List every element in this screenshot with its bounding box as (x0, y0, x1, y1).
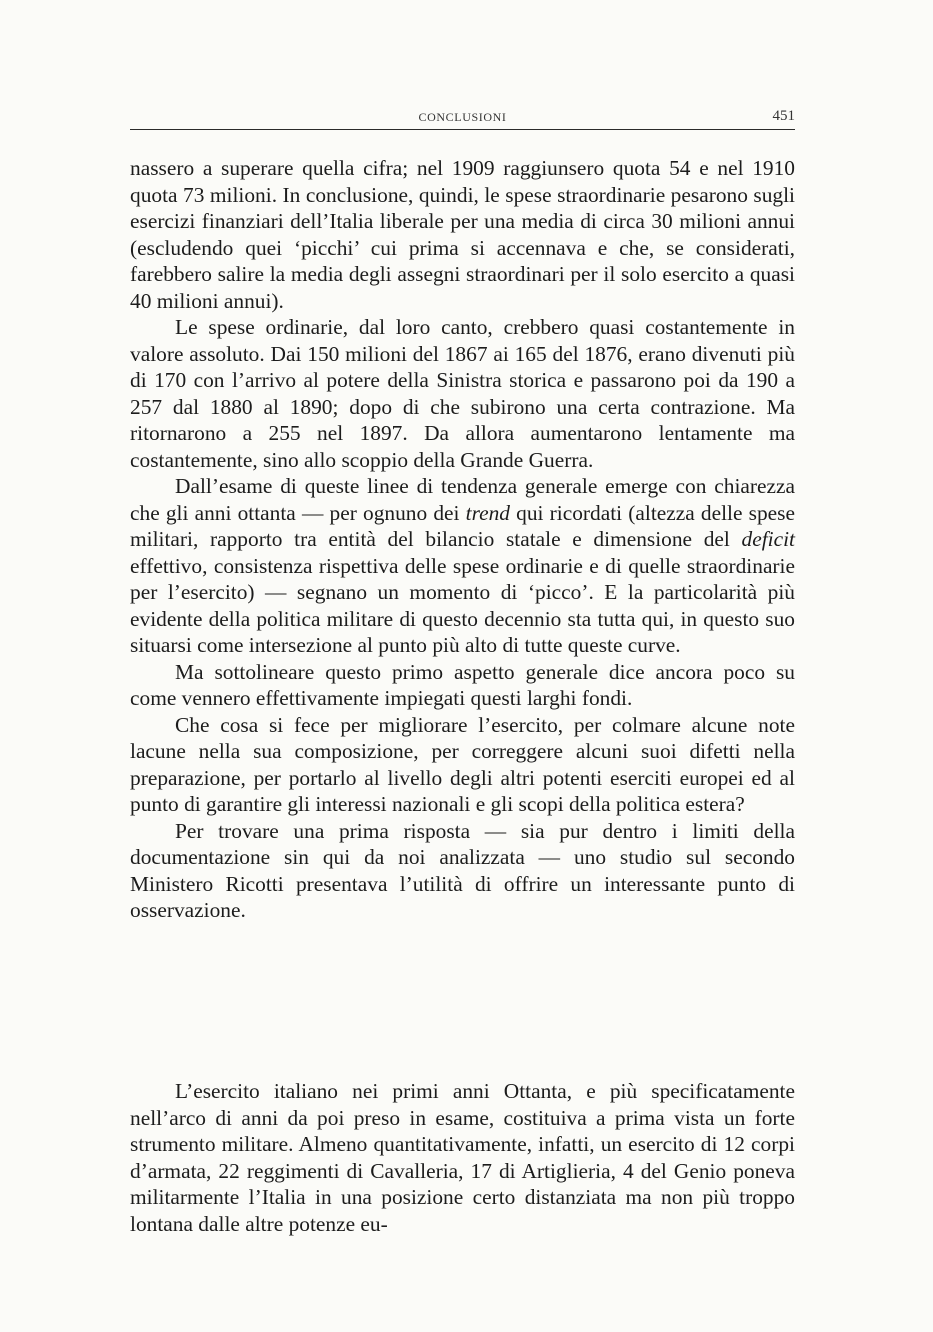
paragraph-3 (130, 473, 795, 659)
text-block-conclusions (130, 155, 795, 924)
paragraph-3-part-2: qui ricordati (altezza delle spese militari, rapporto tra entità del bilancio statale e dimensione del (130, 500, 795, 551)
paragraph-5: Che cosa si fece per migliorare l’esercito, per colmare alcune note lacune nella sua composizione, per correggere alcuni suoi difetti nella preparazione, per portarlo al livello degli altri potenti eserciti europei ed al punto di garantire gli interessi nazionali e gli scopi della politica estera? (130, 712, 795, 816)
paragraph-2: Le spese ordinarie, dal loro canto, crebbero quasi costantemente in valore assoluto. Dai 150 milioni del 1867 ai 165 del 1876, erano divenuti più di 170 con l’arrivo al potere della Sinistra storica e passarono poi da 190 a 257 dal 1880 al 1890; dopo di che subirono una certa contrazione. Ma ritornarono a 255 nel 1897. Da allora aumentarono lentamente ma costantemente, sino allo scoppio della Grande Guerra. (130, 315, 795, 472)
text-block-section-2 (130, 1078, 795, 1237)
running-title: CONCLUSIONI (418, 110, 507, 124)
paragraph-1: nassero a superare quella cifra; nel 1909 raggiunsero quota 54 e nel 1910 quota 73 milioni. In conclusione, quindi, le spese straordinarie pesarono sugli esercizi finanziari dell’Italia liberale per una media di circa 30 milioni annui (escludendo quei ‘picchi’ cui prima si accennava e che, se considerati, farebbero salire la media degli assegni straordinari per il solo esercito a quasi 40 milioni annui). (130, 156, 795, 313)
paragraph-3-part-1: Dall’esame di queste linee di tendenza generale emerge con chiarezza che gli anni ottanta — per ognuno dei (130, 474, 795, 525)
paragraph-7: L’esercito italiano nei primi anni Ottanta, e più specificatamente nell’arco di anni da poi preso in esame, costituiva a prima vista un forte strumento militare. Almeno quantitativamente, infatti, un esercito di 12 corpi d’armata, 22 reggimenti di Cavalleria, 17 di Artiglieria, 4 del Genio poneva militarmente l’Italia in una posizione certo distanziata ma non più troppo lontana dalle altre potenze eu- (130, 1079, 795, 1236)
paragraph-6: Per trovare una prima risposta — sia pur dentro i limiti della documentazione sin qui da noi analizzata — uno studio sul secondo Ministero Ricotti presentava l’utilità di offrire un interessante punto di osservazione. (130, 818, 795, 922)
page-number: 451 (772, 108, 795, 124)
paragraph-3-part-3: effettivo, consistenza rispettiva delle spese ordinarie e di quelle straordinarie per l’esercito) — segnano un momento di ‘picco’. E la particolarità più evidente della politica militare di questo decennio sta tutta qui, in questo suo situarsi come intersezione al punto più alto di tutte queste curve. (130, 553, 795, 657)
paragraph-3-emphasis-trend: trend (465, 500, 510, 525)
paragraph-3-emphasis-deficit: deficit (741, 527, 795, 551)
paragraph-4: Ma sottolineare questo primo aspetto generale dice ancora poco su come vennero effettivamente impiegati questi larghi fondi. (130, 659, 795, 710)
running-header (130, 107, 795, 130)
